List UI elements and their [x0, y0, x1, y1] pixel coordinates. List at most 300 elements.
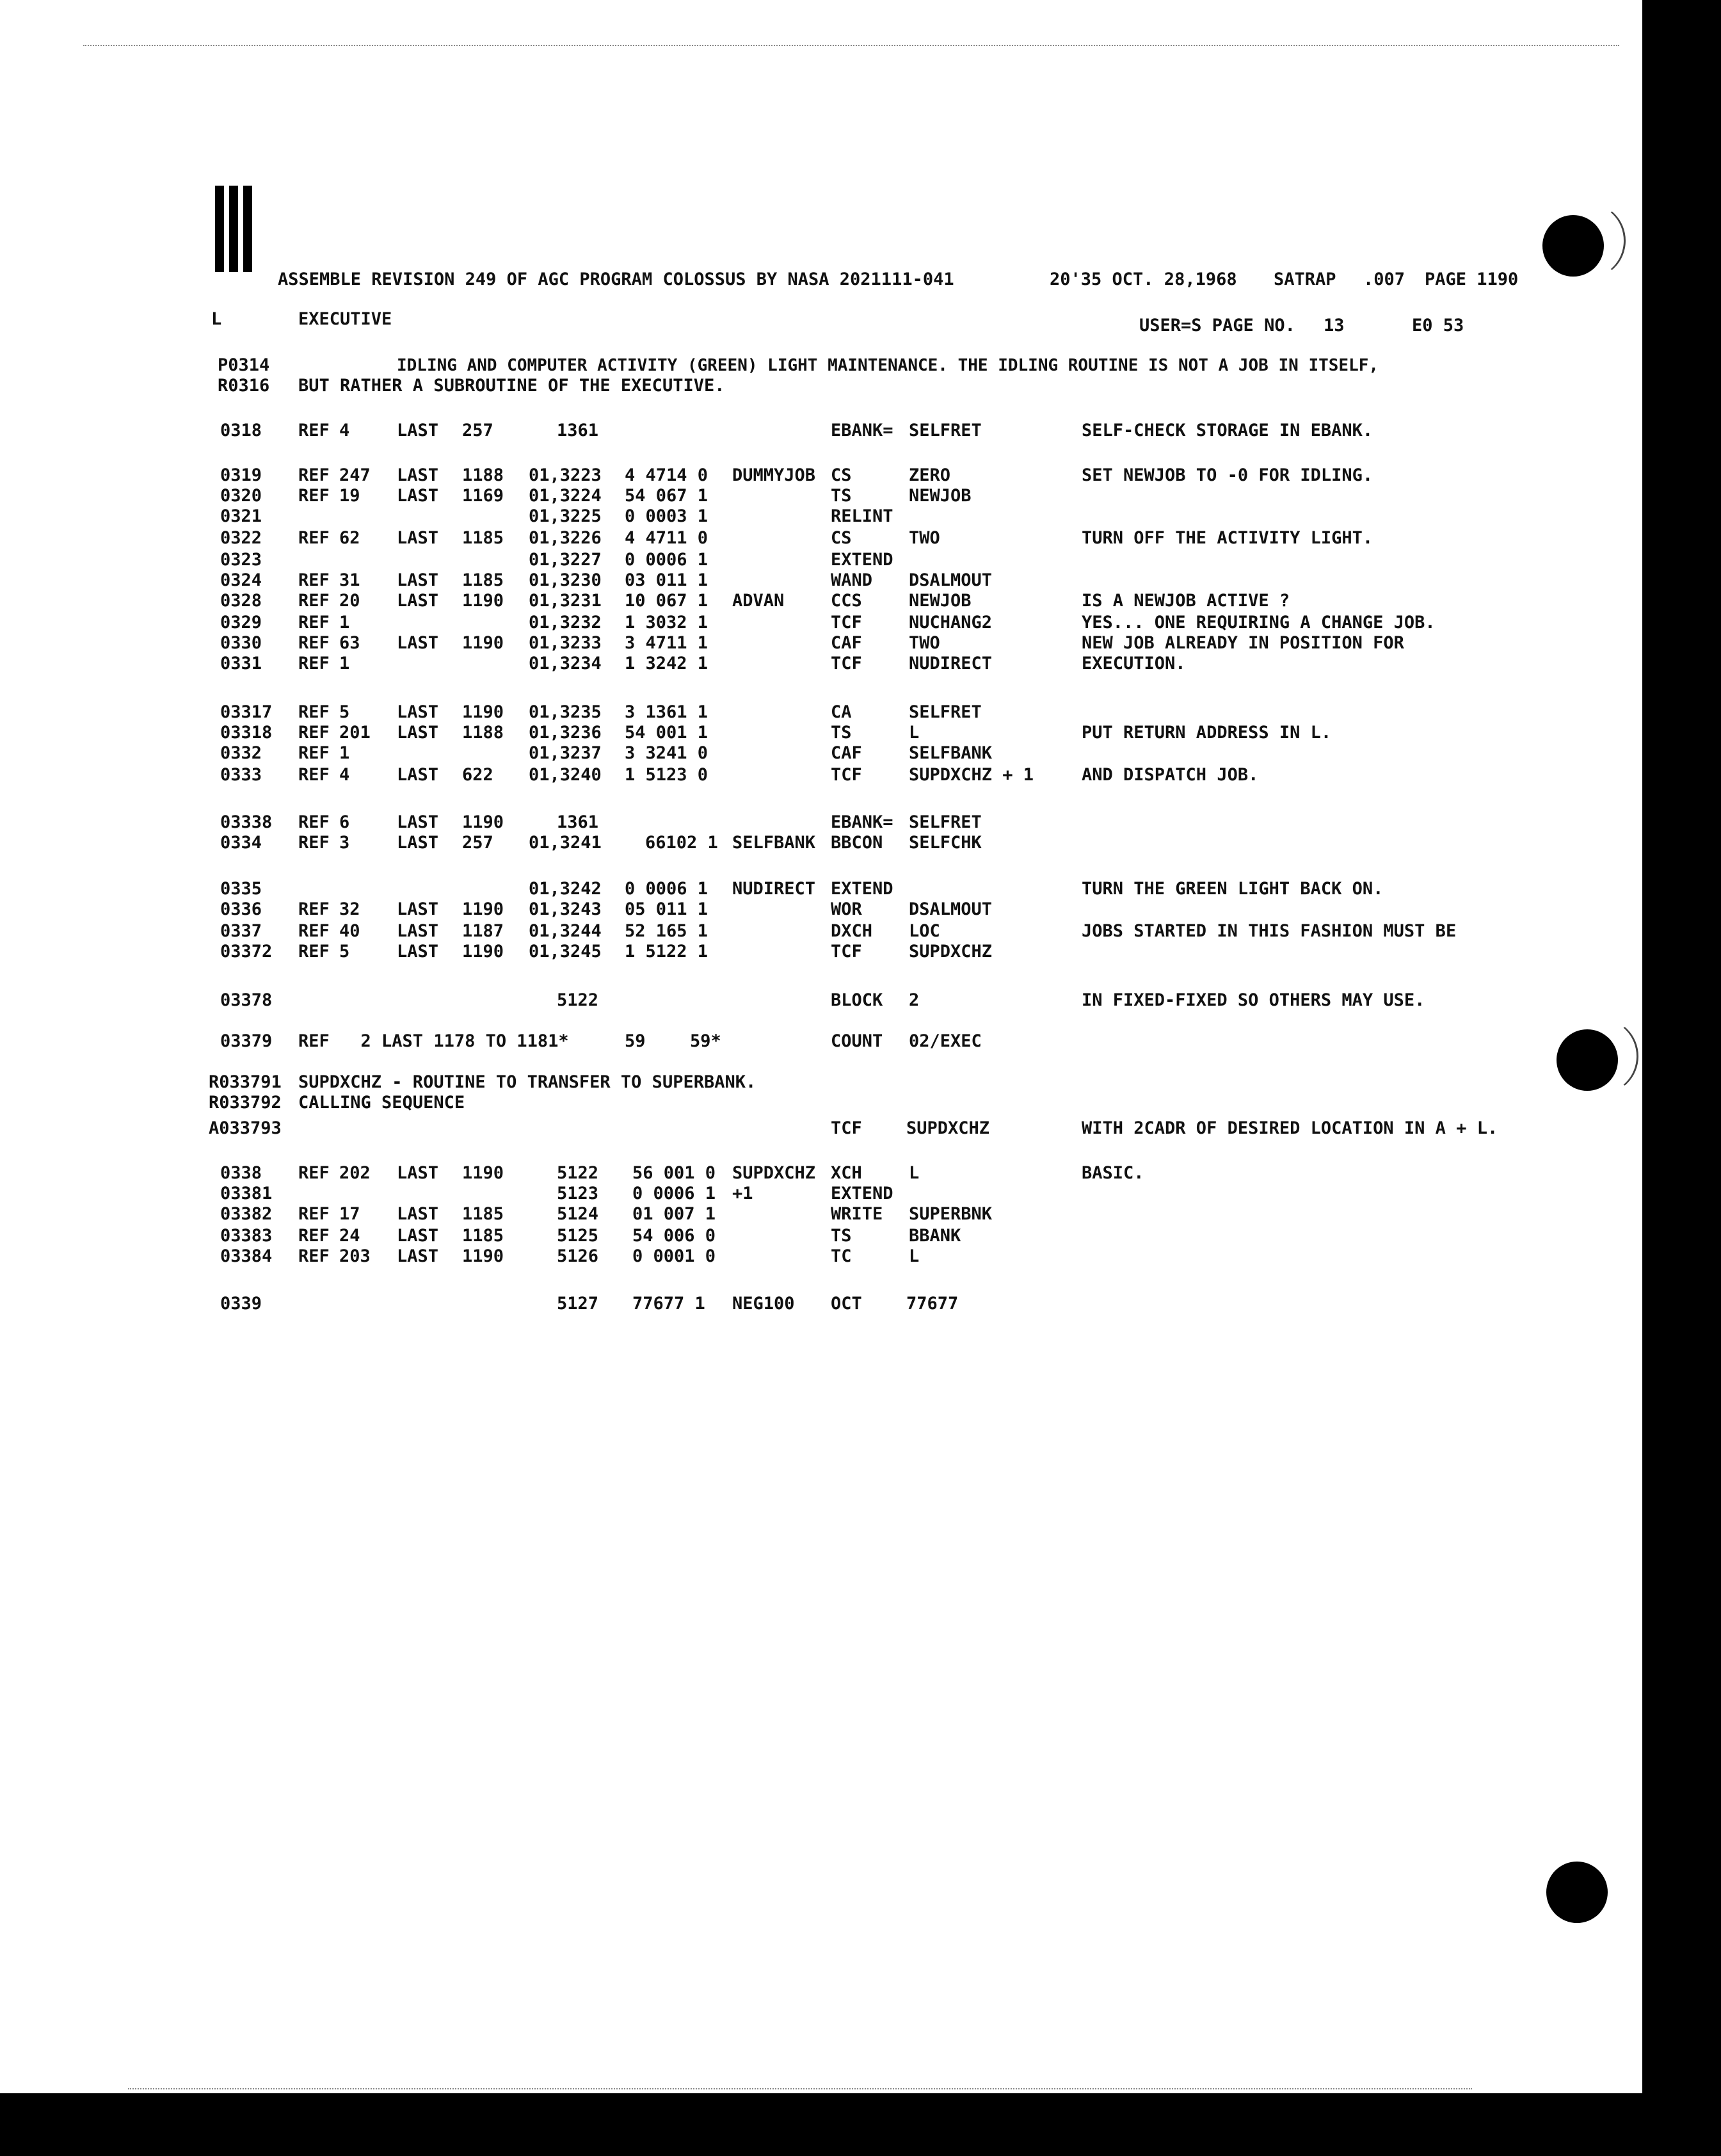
- listing-refn: 20: [339, 591, 360, 611]
- listing-row: [0, 1247, 1642, 1267]
- listing-lastn: 257: [462, 833, 493, 853]
- listing-lastn: 1190: [462, 591, 504, 611]
- count-row-n2: 59*: [690, 1031, 721, 1051]
- section-title: EXECUTIVE: [298, 309, 392, 329]
- listing-id: 03338: [220, 812, 273, 832]
- listing-last: LAST: [397, 942, 439, 961]
- listing-addr: 5122: [557, 1163, 599, 1183]
- eo-code: E0 53: [1412, 316, 1464, 335]
- listing-row: [0, 1227, 1642, 1247]
- listing-addr: 5123: [557, 1184, 599, 1203]
- listing-op: BBCON: [831, 833, 883, 853]
- listing-lastn: 257: [462, 421, 493, 440]
- listing-comment: IN FIXED-FIXED SO OTHERS MAY USE.: [1082, 990, 1425, 1010]
- listing-comment: JOBS STARTED IN THIS FASHION MUST BE: [1082, 921, 1457, 941]
- listing-id: 03378: [220, 990, 273, 1010]
- listing-op: TCF: [831, 765, 862, 785]
- listing-last: LAST: [397, 633, 439, 653]
- listing-addr: 01,3242: [529, 879, 602, 899]
- sub-comment-3: WITH 2CADR OF DESIRED LOCATION IN A + L.: [1082, 1118, 1498, 1138]
- count-row-operand: 02/EXEC: [909, 1031, 982, 1051]
- listing-row: [0, 744, 1642, 764]
- listing-op: EXTEND: [831, 879, 893, 899]
- punch-hole-rim: [1549, 202, 1626, 279]
- listing-lastn: 1188: [462, 465, 504, 485]
- last-row-code: 77677 1: [632, 1294, 705, 1314]
- listing-ref: REF: [298, 613, 330, 632]
- listing-addr: 01,3233: [529, 633, 602, 653]
- intro-text-1: IDLING AND COMPUTER ACTIVITY (GREEN) LIGHT MAINTENANCE. THE IDLING ROUTINE IS NOT A JOB IN ITSELF,: [397, 356, 1379, 375]
- listing-ref: REF: [298, 486, 330, 506]
- listing-last: LAST: [397, 570, 439, 590]
- listing-row: [0, 833, 1642, 854]
- listing-operand: SELFBANK: [909, 743, 993, 763]
- listing-id: 0322: [220, 528, 262, 548]
- listing-addr: 5126: [557, 1246, 599, 1266]
- listing-row: [0, 1184, 1642, 1205]
- listing-last: LAST: [397, 421, 439, 440]
- listing-lastn: 1190: [462, 899, 504, 919]
- listing-operand: BBANK: [909, 1226, 961, 1246]
- count-row-id: 03379: [220, 1031, 273, 1051]
- listing-ref: REF: [298, 765, 330, 785]
- listing-code: 56 001 0: [632, 1163, 716, 1183]
- listing-last: LAST: [397, 1246, 439, 1266]
- listing-addr: 01,3236: [529, 723, 602, 743]
- binder-bar: [243, 186, 252, 272]
- listing-id: 0336: [220, 899, 262, 919]
- listing-code: 0 0001 0: [632, 1246, 716, 1266]
- last-row-addr: 5127: [557, 1294, 599, 1314]
- punch-hole: [1546, 1862, 1608, 1923]
- listing-refn: 1: [339, 613, 350, 632]
- listing-operand: L: [909, 723, 920, 743]
- listing-ref: REF: [298, 591, 330, 611]
- listing-code: 4 4714 0: [625, 465, 708, 485]
- listing-code: 54 067 1: [625, 486, 708, 506]
- listing-row: [0, 613, 1642, 634]
- listing-label: DUMMYJOB: [732, 465, 816, 485]
- listing-operand: NEWJOB: [909, 486, 972, 506]
- listing-addr: 01,3232: [529, 613, 602, 632]
- listing-addr: 01,3224: [529, 486, 602, 506]
- listing-op: TC: [831, 1246, 852, 1266]
- listing-addr: 01,3237: [529, 743, 602, 763]
- listing-addr: 01,3223: [529, 465, 602, 485]
- listing-refn: 4: [339, 765, 350, 785]
- listing-row: [0, 766, 1642, 786]
- listing-last: LAST: [397, 1226, 439, 1246]
- listing-row: [0, 654, 1642, 675]
- header-code: .007: [1363, 270, 1405, 289]
- listing-refn: 32: [339, 899, 360, 919]
- listing-row: [0, 1164, 1642, 1184]
- listing-id: 0330: [220, 633, 262, 653]
- scan-border: [0, 2093, 1642, 2156]
- listing-row: [0, 634, 1642, 654]
- listing-op: RELINT: [831, 506, 893, 526]
- listing-op: EBANK=: [831, 812, 893, 832]
- listing-addr: 01,3240: [529, 765, 602, 785]
- listing-refn: 247: [339, 465, 371, 485]
- listing-code: 1 5123 0: [625, 765, 708, 785]
- listing-lastn: 1190: [462, 1246, 504, 1266]
- listing-row: [0, 922, 1642, 942]
- listing-ref: REF: [298, 812, 330, 832]
- listing-refn: 203: [339, 1246, 371, 1266]
- listing-row: [0, 942, 1642, 963]
- listing-id: 03317: [220, 702, 273, 722]
- listing-last: LAST: [397, 765, 439, 785]
- listing-operand: SUPDXCHZ + 1: [909, 765, 1034, 785]
- listing-ref: REF: [298, 833, 330, 853]
- listing-refn: 40: [339, 921, 360, 941]
- listing-op: EBANK=: [831, 421, 893, 440]
- listing-last: LAST: [397, 486, 439, 506]
- listing-comment: EXECUTION.: [1082, 654, 1186, 673]
- listing-lastn: 1185: [462, 570, 504, 590]
- intro-id-2: R0316: [218, 376, 270, 396]
- listing-lastn: 1190: [462, 1163, 504, 1183]
- listing-op: WRITE: [831, 1204, 883, 1224]
- listing-refn: 201: [339, 723, 371, 743]
- listing-refn: 63: [339, 633, 360, 653]
- listing-addr: 01,3225: [529, 506, 602, 526]
- listing-id: 0324: [220, 570, 262, 590]
- last-row-op: OCT: [831, 1294, 862, 1314]
- listing-comment: BASIC.: [1082, 1163, 1144, 1183]
- listing-refn: 6: [339, 812, 350, 832]
- listing-operand: DSALMOUT: [909, 899, 993, 919]
- listing-operand: SELFRET: [909, 812, 982, 832]
- listing-code: 66102 1: [645, 833, 718, 853]
- listing-operand: LOC: [909, 921, 940, 941]
- listing-row: [0, 703, 1642, 723]
- listing-refn: 1: [339, 654, 350, 673]
- listing-refn: 5: [339, 942, 350, 961]
- listing-addr: 1361: [557, 812, 599, 832]
- listing-operand: SELFRET: [909, 421, 982, 440]
- listing-row: [0, 551, 1642, 571]
- listing-comment: NEW JOB ALREADY IN POSITION FOR: [1082, 633, 1404, 653]
- count-row-n1: 59: [625, 1031, 646, 1051]
- listing-lastn: 622: [462, 765, 493, 785]
- sub-text-2: CALLING SEQUENCE: [298, 1093, 465, 1113]
- listing-code: 3 4711 1: [625, 633, 708, 653]
- listing-addr: 5124: [557, 1204, 599, 1224]
- listing-lastn: 1169: [462, 486, 504, 506]
- listing-ref: REF: [298, 743, 330, 763]
- count-row-text: REF 2 LAST 1178 TO 1181*: [298, 1031, 569, 1051]
- listing-operand: NUDIRECT: [909, 654, 993, 673]
- listing-lastn: 1187: [462, 921, 504, 941]
- listing-id: 0321: [220, 506, 262, 526]
- sub-id-1: R033791: [209, 1072, 282, 1092]
- listing-last: LAST: [397, 812, 439, 832]
- listing-op: TCF: [831, 613, 862, 632]
- listing-addr: 01,3227: [529, 550, 602, 570]
- listing-ref: REF: [298, 1226, 330, 1246]
- listing-label: SUPDXCHZ: [732, 1163, 816, 1183]
- listing-operand: NEWJOB: [909, 591, 972, 611]
- listing-id: 0337: [220, 921, 262, 941]
- listing-operand: SELFRET: [909, 702, 982, 722]
- listing-lastn: 1185: [462, 1226, 504, 1246]
- listing-lastn: 1185: [462, 1204, 504, 1224]
- listing-row: [0, 880, 1642, 900]
- listing-label: NUDIRECT: [732, 879, 816, 899]
- user-page-number: 13: [1324, 316, 1345, 335]
- listing-comment: TURN THE GREEN LIGHT BACK ON.: [1082, 879, 1384, 899]
- listing-last: LAST: [397, 528, 439, 548]
- left-label: L: [211, 309, 222, 329]
- listing-code: 3 1361 1: [625, 702, 708, 722]
- listing-operand: SUPDXCHZ: [909, 942, 993, 961]
- listing-comment: TURN OFF THE ACTIVITY LIGHT.: [1082, 528, 1373, 548]
- listing-id: 0332: [220, 743, 262, 763]
- listing-code: 10 067 1: [625, 591, 708, 611]
- listing-last: LAST: [397, 921, 439, 941]
- listing-code: 0 0006 1: [625, 879, 708, 899]
- last-row-id: 0339: [220, 1294, 262, 1314]
- listing-last: LAST: [397, 1163, 439, 1183]
- listing-code: 0 0006 1: [632, 1184, 716, 1203]
- listing-id: 03382: [220, 1204, 273, 1224]
- listing-code: 1 3242 1: [625, 654, 708, 673]
- binder-bar: [215, 186, 224, 272]
- listing-lastn: 1190: [462, 812, 504, 832]
- listing-code: 54 001 1: [625, 723, 708, 743]
- listing-ref: REF: [298, 465, 330, 485]
- listing-comment: IS A NEWJOB ACTIVE ?: [1082, 591, 1290, 611]
- listing-addr: 5122: [557, 990, 599, 1010]
- listing-addr: 01,3245: [529, 942, 602, 961]
- listing-refn: 1: [339, 743, 350, 763]
- listing-operand: L: [909, 1246, 920, 1266]
- listing-lastn: 1188: [462, 723, 504, 743]
- listing-code: 05 011 1: [625, 899, 708, 919]
- listing-id: 0334: [220, 833, 262, 853]
- listing-operand: TWO: [909, 528, 940, 548]
- listing-addr: 01,3230: [529, 570, 602, 590]
- listing-row: [0, 466, 1642, 487]
- listing-addr: 01,3226: [529, 528, 602, 548]
- listing-ref: REF: [298, 654, 330, 673]
- listing-operand: NUCHANG2: [909, 613, 993, 632]
- listing-ref: REF: [298, 921, 330, 941]
- listing-code: 54 006 0: [632, 1226, 716, 1246]
- header-page: PAGE 1190: [1425, 270, 1519, 289]
- listing-op: CAF: [831, 743, 862, 763]
- listing-addr: 01,3234: [529, 654, 602, 673]
- listing-addr: 1361: [557, 421, 599, 440]
- listing-refn: 202: [339, 1163, 371, 1183]
- listing-comment: SET NEWJOB TO -0 FOR IDLING.: [1082, 465, 1373, 485]
- listing-ref: REF: [298, 1246, 330, 1266]
- last-row: [0, 1294, 1642, 1315]
- listing-refn: 17: [339, 1204, 360, 1224]
- listing-lastn: 1190: [462, 702, 504, 722]
- listing-row: [0, 991, 1642, 1011]
- listing-ref: REF: [298, 633, 330, 653]
- listing-last: LAST: [397, 465, 439, 485]
- listing-op: EXTEND: [831, 550, 893, 570]
- listing-row: [0, 1205, 1642, 1225]
- listing-id: 0328: [220, 591, 262, 611]
- listing-op: WAND: [831, 570, 873, 590]
- listing-op: EXTEND: [831, 1184, 893, 1203]
- intro-text-2: BUT RATHER A SUBROUTINE OF THE EXECUTIVE.: [298, 376, 725, 396]
- punch-hole-rim: [1562, 1018, 1638, 1095]
- listing-lastn: 1190: [462, 942, 504, 961]
- listing-op: CCS: [831, 591, 862, 611]
- listing-op: BLOCK: [831, 990, 883, 1010]
- listing-ref: REF: [298, 1163, 330, 1183]
- listing-row: [0, 900, 1642, 921]
- sub-id-3: A033793: [209, 1118, 282, 1138]
- listing-id: 03372: [220, 942, 273, 961]
- listing-addr: 5125: [557, 1226, 599, 1246]
- listing-row: [0, 507, 1642, 527]
- listing-refn: 5: [339, 702, 350, 722]
- listing-code: 1 5122 1: [625, 942, 708, 961]
- listing-code: 01 007 1: [632, 1204, 716, 1224]
- listing-id: 0335: [220, 879, 262, 899]
- listing-last: LAST: [397, 723, 439, 743]
- listing-addr: 01,3244: [529, 921, 602, 941]
- listing-operand: SELFCHK: [909, 833, 982, 853]
- listing-id: 0318: [220, 421, 262, 440]
- listing-refn: 24: [339, 1226, 360, 1246]
- listing-id: 03318: [220, 723, 273, 743]
- listing-row: [0, 591, 1642, 612]
- listing-label: SELFBANK: [732, 833, 816, 853]
- sub-op-3: TCF: [831, 1118, 862, 1138]
- listing-operand: 2: [909, 990, 920, 1010]
- sub-operand-3: SUPDXCHZ: [906, 1118, 990, 1138]
- listing-comment: AND DISPATCH JOB.: [1082, 765, 1259, 785]
- listing-op: XCH: [831, 1163, 862, 1183]
- listing-id: 0333: [220, 765, 262, 785]
- listing-comment: SELF-CHECK STORAGE IN EBANK.: [1082, 421, 1373, 440]
- listing-op: DXCH: [831, 921, 873, 941]
- listing-code: 0 0006 1: [625, 550, 708, 570]
- listing-addr: 01,3243: [529, 899, 602, 919]
- listing-ref: REF: [298, 570, 330, 590]
- listing-addr: 01,3231: [529, 591, 602, 611]
- listing-id: 0323: [220, 550, 262, 570]
- header-title: ASSEMBLE REVISION 249 OF AGC PROGRAM COLOSSUS BY NASA 2021111-041: [278, 270, 954, 289]
- listing-lastn: 1190: [462, 633, 504, 653]
- listing-id: 0320: [220, 486, 262, 506]
- listing-id: 03383: [220, 1226, 273, 1246]
- listing-refn: 31: [339, 570, 360, 590]
- listing-id: 0319: [220, 465, 262, 485]
- listing-ref: REF: [298, 421, 330, 440]
- sub-text-1: SUPDXCHZ - ROUTINE TO TRANSFER TO SUPERBANK.: [298, 1072, 756, 1092]
- listing-code: 1 3032 1: [625, 613, 708, 632]
- listing-id: 03381: [220, 1184, 273, 1203]
- listing-op: CA: [831, 702, 852, 722]
- listing-ref: REF: [298, 1204, 330, 1224]
- listing-op: CAF: [831, 633, 862, 653]
- listing-id: 0338: [220, 1163, 262, 1183]
- listing-comment: YES... ONE REQUIRING A CHANGE JOB.: [1082, 613, 1436, 632]
- listing-op: CS: [831, 465, 852, 485]
- count-row-op: COUNT: [831, 1031, 883, 1051]
- listing-operand: SUPERBNK: [909, 1204, 993, 1224]
- listing-row: [0, 813, 1642, 833]
- listing-label: +1: [732, 1184, 753, 1203]
- listing-last: LAST: [397, 833, 439, 853]
- binder-bar: [229, 186, 238, 272]
- last-row-operand: 77677: [906, 1294, 959, 1314]
- listing-code: 4 4711 0: [625, 528, 708, 548]
- listing-code: 3 3241 0: [625, 743, 708, 763]
- listing-code: 52 165 1: [625, 921, 708, 941]
- listing-op: TCF: [831, 654, 862, 673]
- listing-operand: TWO: [909, 633, 940, 653]
- listing-row: [0, 571, 1642, 591]
- listing-ref: REF: [298, 702, 330, 722]
- listing-row: [0, 723, 1642, 744]
- listing-code: 03 011 1: [625, 570, 708, 590]
- listing-row: [0, 421, 1642, 442]
- listing-ref: REF: [298, 528, 330, 548]
- header-satrap: SATRAP: [1274, 270, 1336, 289]
- header-timestamp: 20'35 OCT. 28,1968: [1050, 270, 1237, 289]
- intro-id-1: P0314: [218, 355, 270, 375]
- bottom-perforation: [128, 2088, 1472, 2091]
- sub-id-2: R033792: [209, 1093, 282, 1113]
- listing-comment: PUT RETURN ADDRESS IN L.: [1082, 723, 1332, 743]
- listing-ref: REF: [298, 899, 330, 919]
- listing-addr: 01,3241: [529, 833, 602, 853]
- listing-code: 0 0003 1: [625, 506, 708, 526]
- listing-operand: ZERO: [909, 465, 951, 485]
- listing-lastn: 1185: [462, 528, 504, 548]
- listing-last: LAST: [397, 702, 439, 722]
- listing-op: TCF: [831, 942, 862, 961]
- listing-operand: L: [909, 1163, 920, 1183]
- listing-operand: DSALMOUT: [909, 570, 993, 590]
- listing-row: [0, 487, 1642, 507]
- listing-last: LAST: [397, 591, 439, 611]
- listing-refn: 62: [339, 528, 360, 548]
- listing-id: 0329: [220, 613, 262, 632]
- user-page-label: USER=S PAGE NO.: [1139, 316, 1295, 335]
- listing-refn: 3: [339, 833, 350, 853]
- listing-op: TS: [831, 723, 852, 743]
- listing-ref: REF: [298, 723, 330, 743]
- top-perforation: [83, 45, 1619, 47]
- listing-id: 0331: [220, 654, 262, 673]
- listing-op: TS: [831, 1226, 852, 1246]
- listing-ref: REF: [298, 942, 330, 961]
- listing-op: CS: [831, 528, 852, 548]
- listing-row: [0, 529, 1642, 549]
- listing-last: LAST: [397, 899, 439, 919]
- listing-op: TS: [831, 486, 852, 506]
- last-row-label: NEG100: [732, 1294, 795, 1314]
- count-row: [0, 1032, 1642, 1052]
- listing-last: LAST: [397, 1204, 439, 1224]
- listing-refn: 19: [339, 486, 360, 506]
- listing-label: ADVAN: [732, 591, 785, 611]
- listing-op: WOR: [831, 899, 862, 919]
- listing-addr: 01,3235: [529, 702, 602, 722]
- listing-refn: 4: [339, 421, 350, 440]
